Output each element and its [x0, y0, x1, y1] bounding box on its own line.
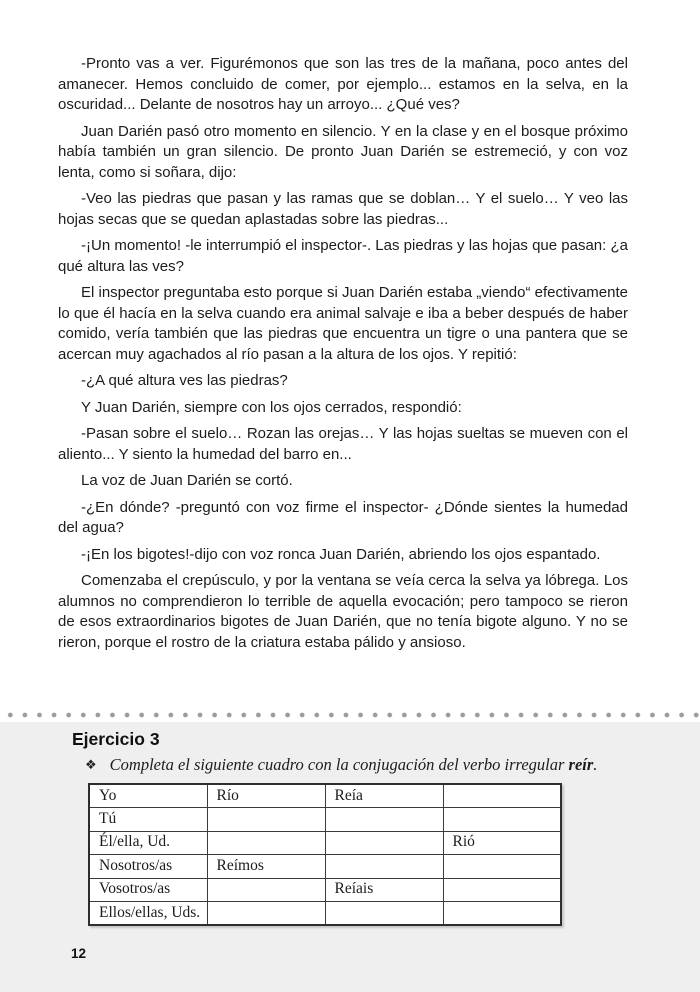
table-row: [89, 831, 561, 855]
exercise-instruction: [85, 755, 645, 775]
instruction-prefix: Completa el siguiente cuadro con la conjugación del verbo irregular: [109, 755, 569, 774]
exercise-title: Ejercicio 3: [72, 729, 160, 749]
answer-cell[interactable]: [325, 808, 443, 832]
answer-cell[interactable]: [207, 808, 325, 832]
pronoun-cell: Él/ella, Ud.: [89, 831, 207, 855]
story-text: [58, 54, 628, 659]
story-paragraph: Y Juan Darién, siempre con los ojos cerrados, respondió:: [81, 398, 462, 416]
answer-cell[interactable]: [325, 855, 443, 879]
imperfecto-cell: Reíais: [325, 878, 443, 902]
pronoun-cell: Tú: [89, 808, 207, 832]
diamond-bullet-icon: ❖: [85, 758, 97, 773]
imperfecto-cell: Reía: [325, 784, 443, 808]
page-number: 12: [71, 946, 87, 961]
story-paragraph: -Pronto vas a ver. Figurémonos que son las tres de la mañana, poco antes del amanecer. Hemos concluido de comer, por ejemplo... estamos en la selva, en la oscuridad... Delante de nosotros hay un arroyo... ¿Qué ves?: [58, 55, 628, 113]
story-paragraph: -Veo las piedras que pasan y las ramas que se doblan… Y el suelo… Y veo las hojas secas que se quedan aplastadas sobre las piedras...: [58, 190, 628, 228]
exercise-panel: [0, 722, 700, 992]
story-paragraph: El inspector preguntaba esto porque si Juan Darién estaba „viendo“ efectivamente lo que él hacía en la selva cuando era animal salvaje e iba a beber después de haber comido, vería también que las piedras que encuentra un tigre o una pantera que se acercan muy agachados al río pasan a la altura de los ojos. Y repitió:: [58, 284, 628, 363]
pronoun-cell: Nosotros/as: [89, 855, 207, 879]
presente-cell: Río: [207, 784, 325, 808]
pronoun-cell: Ellos/ellas, Uds.: [89, 902, 207, 926]
story-paragraph: -¡Un momento! -le interrumpió el inspector-. Las piedras y las hojas que pasan: ¿a qué altura las ves?: [58, 237, 628, 275]
answer-cell[interactable]: [443, 878, 561, 902]
answer-cell[interactable]: [443, 784, 561, 808]
answer-cell[interactable]: [443, 855, 561, 879]
presente-cell: Reímos: [207, 855, 325, 879]
table-row: [89, 808, 561, 832]
answer-cell[interactable]: [207, 902, 325, 926]
story-paragraph: -¿En dónde? -preguntó con voz firme el inspector- ¿Dónde sientes la humedad del agua?: [58, 498, 628, 536]
story-paragraph: La voz de Juan Darién se cortó.: [81, 472, 293, 489]
table-row: [89, 784, 561, 808]
answer-cell[interactable]: [207, 878, 325, 902]
instruction-suffix: .: [593, 755, 598, 774]
pronoun-cell: Vosotros/as: [89, 878, 207, 902]
answer-cell[interactable]: [325, 831, 443, 855]
table-row: [89, 855, 561, 879]
answer-cell[interactable]: [443, 902, 561, 926]
story-paragraph: -¡En los bigotes!-dijo con voz ronca Juan Darién, abriendo los ojos espantado.: [81, 545, 601, 563]
dotted-divider: [3, 711, 700, 719]
answer-cell[interactable]: [325, 902, 443, 926]
pronoun-cell: Yo: [89, 784, 207, 808]
table-row: [89, 902, 561, 926]
instruction-text: [110, 755, 598, 775]
answer-cell[interactable]: [443, 808, 561, 832]
conjugation-table: [88, 783, 562, 926]
story-paragraph: Comenzaba el crepúsculo, y por la ventana se veía cerca la selva ya lóbrega. Los alumnos no comprendieron lo terrible de aquella evocación; pero tampoco se rieron de esos extraordinarios bigotes de Juan Darién, que no tenía bigote alguno. Y no se rieron, porque el rostro de la criatura estaba pálido y ansioso.: [58, 572, 628, 651]
answer-cell[interactable]: [207, 831, 325, 855]
story-paragraph: -¿A qué altura ves las piedras?: [81, 372, 288, 389]
story-paragraph: Juan Darién pasó otro momento en silencio. Y en la clase y en el bosque próximo había también un gran silencio. De pronto Juan Darién se estremeció, y con voz lenta, como si soñara, dijo:: [58, 122, 628, 181]
table-row: [89, 878, 561, 902]
story-paragraph: -Pasan sobre el suelo… Rozan las orejas… Y las hojas sueltas se mueven con el aliento... Y siento la humedad del barro en...: [58, 425, 628, 463]
instruction-verb: reír: [568, 755, 594, 774]
preterito-cell: Rió: [443, 831, 561, 855]
